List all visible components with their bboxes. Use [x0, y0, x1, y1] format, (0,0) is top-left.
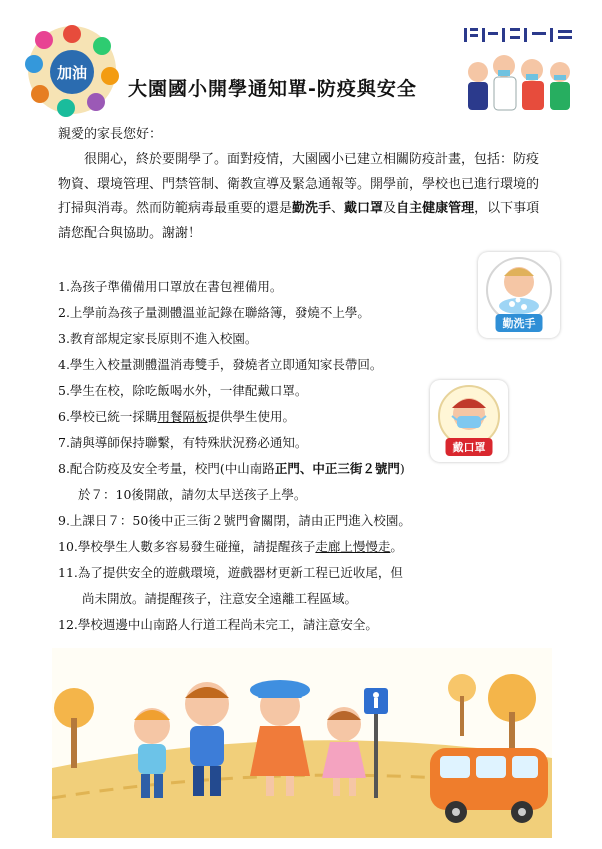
greeting: 親愛的家長您好： — [58, 127, 163, 142]
keyword-wash-hands: 勤洗手 — [292, 201, 332, 216]
list-item — [58, 407, 295, 425]
list-item-bold: 正門 — [274, 461, 300, 476]
intro-text-2: ，以下事項請您配合與協助。謝謝！ — [58, 201, 540, 241]
decorative-letters — [464, 28, 572, 42]
list-item: 4.學生入校量測體溫消毒雙手，發燒者立即通知家長帶回。 — [58, 357, 383, 372]
list-item: 2.上學前為孩子量測體溫並記錄在聯絡簿，發燒不上學。 — [58, 305, 370, 320]
wear-mask-label: 戴口罩 — [446, 438, 493, 456]
keyword-wear-mask: 戴口罩 — [344, 201, 384, 216]
list-item: 1.為孩子準備備用口罩放在書包裡備用。 — [58, 279, 283, 294]
keyword-health-management: 自主健康管理 — [396, 201, 475, 216]
kids-school-illustration — [52, 648, 552, 838]
list-item-bold: 、 — [299, 461, 313, 476]
worker-figures — [468, 55, 570, 110]
list-item-continued: 於７：10後開啟，請勿太早送孩子上學。 — [78, 487, 307, 502]
wear-mask-badge — [430, 380, 508, 462]
page-title: 大園國小開學通知單-防疫與安全 — [128, 78, 417, 100]
intro-sep-1: 、 — [331, 201, 345, 216]
list-item-part: 6.學校已統一採購 — [58, 409, 158, 424]
wash-hands-badge — [478, 252, 560, 338]
intro-sep-2: 及 — [383, 201, 397, 216]
list-item: 3.教育部規定家長原則不進入校園。 — [58, 331, 258, 346]
list-item-part: 。 — [390, 539, 403, 554]
list-item-continued: 尚未開放。請提醒孩子，注意安全遠離工程區域。 — [82, 591, 358, 606]
list-item: 9.上課日７：50後中正三街２號門會關閉，請由正門進入校園。 — [58, 513, 411, 528]
intro-paragraph — [58, 148, 548, 246]
cheer-logo — [24, 22, 120, 118]
list-item: 5.學生在校，除吃飯喝水外，一律配戴口罩。 — [58, 383, 308, 398]
list-item-underlined: 走廊上慢慢走 — [315, 539, 391, 554]
list-item: 11.為了提供安全的遊戲環境，遊戲器材更新工程已近收尾，但 — [58, 565, 403, 580]
list-item: 12.學校週邊中山南路人行道工程尚未完工，請注意安全。 — [58, 617, 378, 632]
intro-text-1: 很開心，終於要開學了。面對疫情，大園國小已建立相關防疫計畫，包括：防疫物資、環境管理、門禁管制、衛教宣導及緊急通報等。開學前，學校也已進行環境的打掃與消毒。然而防範病毒最重要的還是 — [58, 152, 540, 216]
list-item — [58, 537, 403, 555]
list-item-part: 8.配合防疫及安全考量，校門(中山南路 — [58, 461, 275, 476]
list-item-underlined: 用餐隔板 — [157, 409, 208, 424]
list-item-part: 提供學生使用。 — [207, 409, 295, 424]
wash-hands-label: 勤洗手 — [496, 314, 543, 332]
logo-text: 加油 — [56, 64, 88, 82]
list-item — [58, 459, 405, 477]
list-item-part: 10.學校學生人數多容易發生碰撞，請提醒孩子 — [58, 539, 316, 554]
list-item-part: ) — [399, 461, 405, 476]
list-item-bold: 中正三街２號門 — [312, 461, 400, 476]
health-workers-illustration — [460, 22, 580, 114]
list-item: 7.請與導師保持聯繫，有特殊狀況務必通知。 — [58, 435, 308, 450]
